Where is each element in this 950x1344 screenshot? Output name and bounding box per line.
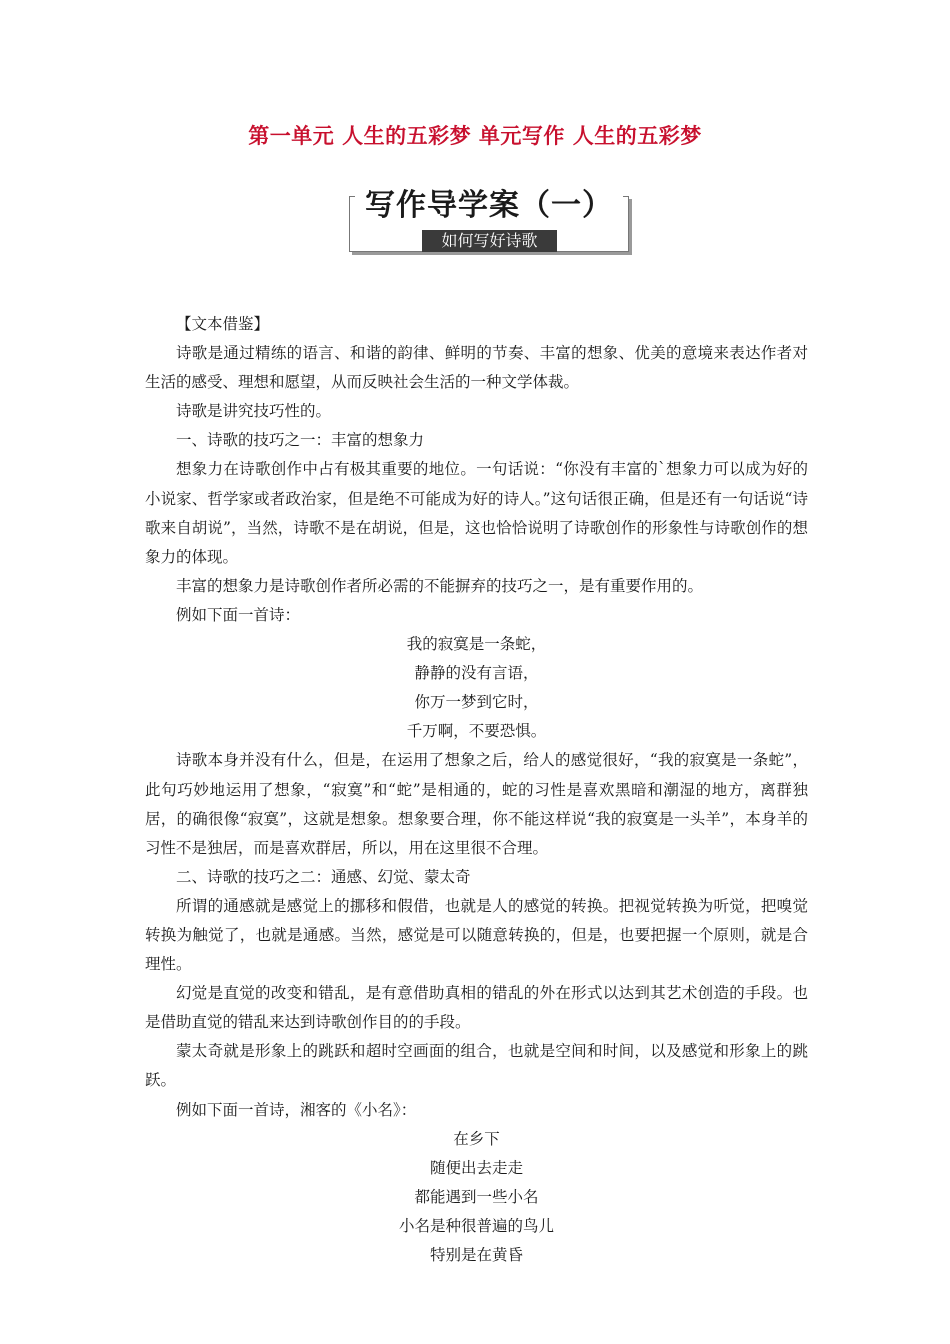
- poem-line: 你万一梦到它时，: [414, 693, 539, 712]
- paragraph: 例如下面一首诗：: [176, 605, 301, 624]
- paragraph: 诗歌是讲究技巧性的。: [176, 402, 332, 421]
- banner-subheading: 如何写好诗歌: [422, 230, 557, 252]
- poem-line: 静静的没有言语，: [414, 664, 539, 683]
- paragraph: 蒙太奇就是形象上的跳跃和超时空画面的组合，也就是空间和时间，以及感觉和形象上的跳跃。: [145, 1042, 808, 1090]
- paragraph: 例如下面一首诗，湘客的《小名》：: [176, 1100, 417, 1119]
- paragraph: 想象力在诗歌创作中占有极其重要的地位。一句话说：“你没有丰富的`想象力可以成为好的小说家、哲学家或者政治家，但是绝不可能成为好的诗人。”这句话很正确，但是还有一句话说“诗歌来自胡说”，当然，诗歌不是在胡说，但是，这也恰恰说明了诗歌创作的形象性与诗歌创作的想象力的体现。: [145, 460, 808, 566]
- section-banner: [345, 180, 633, 254]
- document-body: [145, 310, 808, 1270]
- poem-line: 千万啊，不要恐惧。: [406, 722, 547, 741]
- poem-line: 随便出去走走: [429, 1158, 523, 1177]
- banner-heading-text: 写作导学案（一）: [355, 188, 623, 223]
- paragraph: 丰富的想象力是诗歌创作者所必需的不能摒弃的技巧之一，是有重要作用的。: [176, 576, 704, 595]
- paragraph: 幻觉是直觉的改变和错乱，是有意借助真相的错乱的外在形式以达到其艺术创造的手段。也是借助直觉的错乱来达到诗歌创作目的的手段。: [145, 984, 808, 1032]
- poem-line: 在乡下: [453, 1129, 500, 1148]
- paragraph: 所谓的通感就是感觉上的挪移和假借，也就是人的感觉的转换。把视觉转换为听觉，把嗅觉转换为触觉了，也就是通感。当然，感觉是可以随意转换的，但是，也要把握一个原则，就是合理性。: [145, 896, 808, 974]
- poem-line: 特别是在黄昏: [429, 1246, 523, 1264]
- banner-heading: [345, 180, 633, 224]
- section-label: 【文本借鉴】: [176, 315, 270, 333]
- poem-line: 小名是种很普遍的鸟儿: [398, 1216, 554, 1235]
- document-title: 第一单元 人生的五彩梦 单元写作 人生的五彩梦: [248, 124, 702, 148]
- poem-line: 我的寂寞是一条蛇，: [406, 635, 547, 654]
- paragraph: 诗歌本身并没有什么，但是，在运用了想象之后，给人的感觉很好，“我的寂寞是一条蛇”，此句巧妙地运用了想象，“寂寞”和“蛇”是相通的，蛇的习性是喜欢黑暗和潮湿的地方，离群独居，的确很像“寂寞”，这就是想象。想象要合理，你不能这样说“我的寂寞是一头羊”，本身羊的习性不是独居，而是喜欢群居，所以，用在这里很不合理。: [145, 751, 808, 857]
- subheading: 一、诗歌的技巧之一：丰富的想象力: [176, 431, 425, 450]
- subheading: 二、诗歌的技巧之二：通感、幻觉、蒙太奇: [176, 867, 471, 886]
- paragraph: 诗歌是通过精练的语言、和谐的韵律、鲜明的节奏、丰富的想象、优美的意境来表达作者对生活的感受、理想和愿望，从而反映社会生活的一种文学体裁。: [145, 344, 808, 392]
- poem-line: 都能遇到一些小名: [414, 1187, 539, 1206]
